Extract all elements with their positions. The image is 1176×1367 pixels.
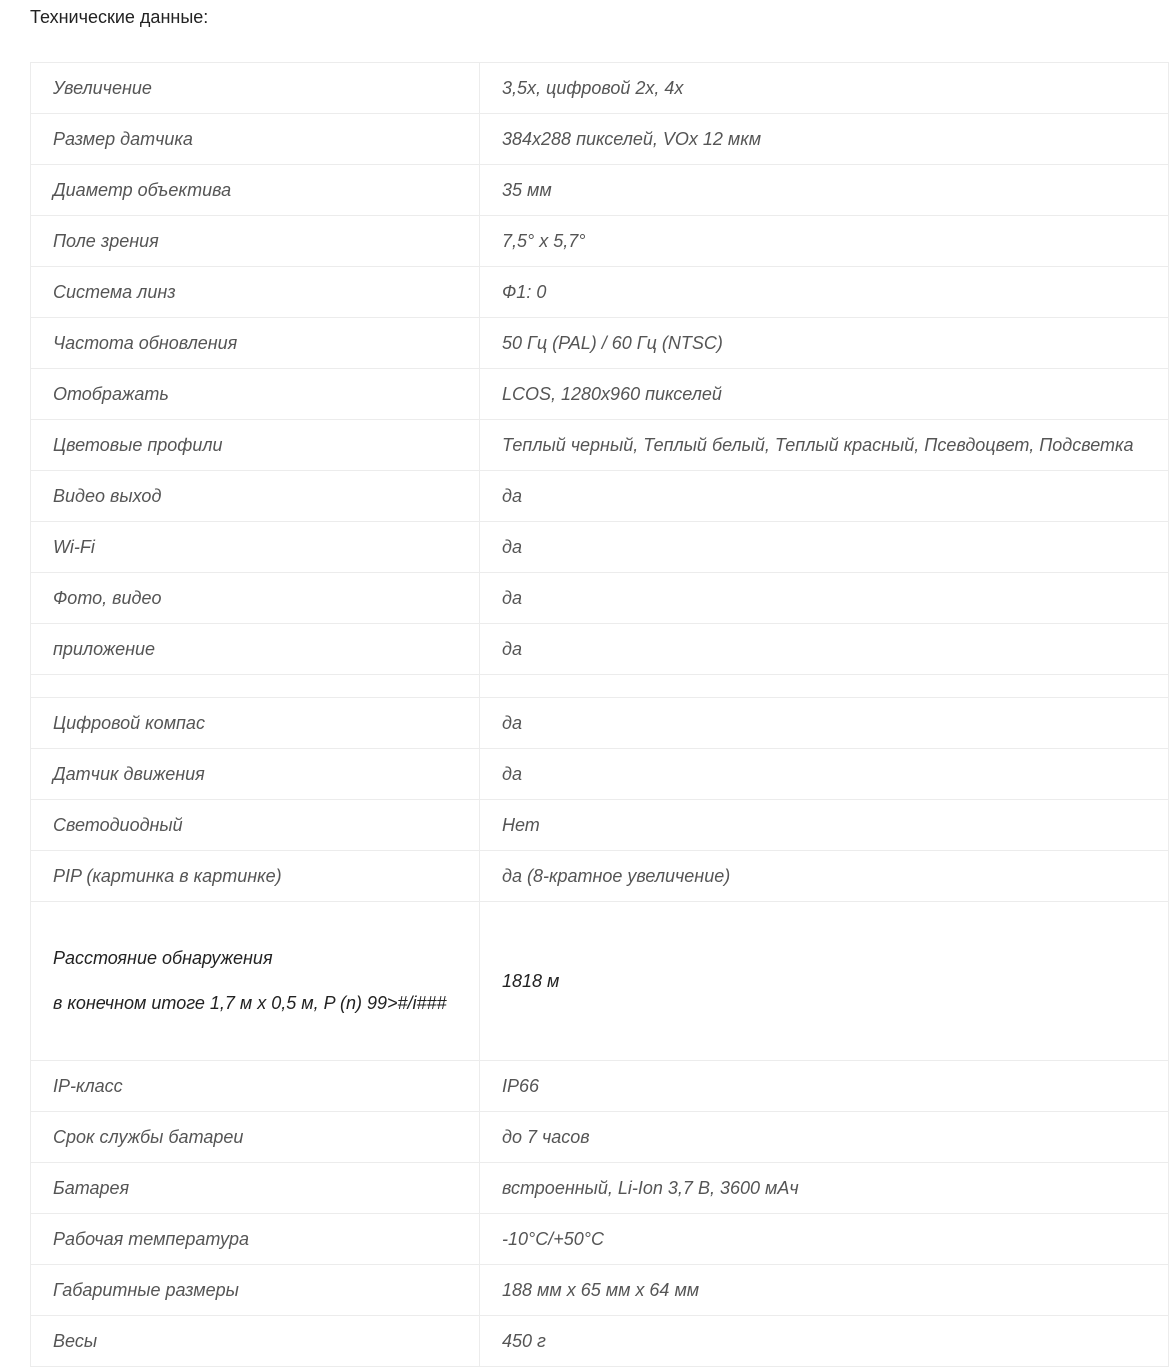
spec-label: Размер датчика bbox=[31, 114, 480, 165]
spec-value: да (8-кратное увеличение) bbox=[480, 851, 1169, 902]
spec-value: 384x288 пикселей, VOx 12 мкм bbox=[480, 114, 1169, 165]
spec-label: Светодиодный bbox=[31, 800, 480, 851]
table-row bbox=[31, 216, 1169, 267]
spec-label: Система линз bbox=[31, 267, 480, 318]
table-row bbox=[31, 624, 1169, 675]
table-row bbox=[31, 63, 1169, 114]
table-row bbox=[31, 522, 1169, 573]
spec-label bbox=[31, 675, 480, 698]
table-row bbox=[31, 1265, 1169, 1316]
table-row bbox=[31, 267, 1169, 318]
spec-value: Нет bbox=[480, 800, 1169, 851]
spec-value: 7,5° х 5,7° bbox=[480, 216, 1169, 267]
spec-label: Увеличение bbox=[31, 63, 480, 114]
spec-value: да bbox=[480, 471, 1169, 522]
spec-label-line: Расстояние обнаружения bbox=[53, 948, 273, 968]
spec-label: Диаметр объектива bbox=[31, 165, 480, 216]
spec-value: встроенный, Li-Ion 3,7 В, 3600 мАч bbox=[480, 1163, 1169, 1214]
spec-label: Срок службы батареи bbox=[31, 1112, 480, 1163]
spec-value: да bbox=[480, 573, 1169, 624]
table-row bbox=[31, 1163, 1169, 1214]
empty-table-row bbox=[31, 675, 1169, 698]
spec-label: Фото, видео bbox=[31, 573, 480, 624]
spec-value: да bbox=[480, 698, 1169, 749]
spec-label-line: в конечном итоге 1,7 м х 0,5 м, P (n) 99>#/i### bbox=[53, 993, 447, 1013]
spec-value bbox=[480, 675, 1169, 698]
table-row bbox=[31, 114, 1169, 165]
spec-label: Wi-Fi bbox=[31, 522, 480, 573]
spec-label: Рабочая температура bbox=[31, 1214, 480, 1265]
spec-value: 35 мм bbox=[480, 165, 1169, 216]
spec-value: да bbox=[480, 522, 1169, 573]
table-row bbox=[31, 369, 1169, 420]
spec-value: 50 Гц (PAL) / 60 Гц (NTSC) bbox=[480, 318, 1169, 369]
table-row bbox=[31, 318, 1169, 369]
spec-value: 450 г bbox=[480, 1316, 1169, 1367]
table-row bbox=[31, 420, 1169, 471]
table-row bbox=[31, 1214, 1169, 1265]
spec-label: Весы bbox=[31, 1316, 480, 1367]
spec-label: Батарея bbox=[31, 1163, 480, 1214]
spec-value: -10°C/+50°C bbox=[480, 1214, 1169, 1265]
spec-label: Видео выход bbox=[31, 471, 480, 522]
spec-label: приложение bbox=[31, 624, 480, 675]
spec-value: LCOS, 1280x960 пикселей bbox=[480, 369, 1169, 420]
spec-label bbox=[31, 902, 480, 1061]
table-row bbox=[31, 471, 1169, 522]
table-row bbox=[31, 165, 1169, 216]
spec-value: 1818 м bbox=[480, 902, 1169, 1061]
table-row bbox=[31, 902, 1169, 1061]
table-row bbox=[31, 1316, 1169, 1367]
table-row bbox=[31, 749, 1169, 800]
table-row bbox=[31, 1061, 1169, 1112]
spec-label: Цветовые профили bbox=[31, 420, 480, 471]
spec-value: да bbox=[480, 749, 1169, 800]
table-row bbox=[31, 698, 1169, 749]
spec-label: Цифровой компас bbox=[31, 698, 480, 749]
specifications-table bbox=[30, 62, 1169, 1367]
spec-value: 3,5x, цифровой 2x, 4x bbox=[480, 63, 1169, 114]
spec-label: Датчик движения bbox=[31, 749, 480, 800]
spec-label: IP-класс bbox=[31, 1061, 480, 1112]
table-row bbox=[31, 1112, 1169, 1163]
spec-value: 188 мм х 65 мм х 64 мм bbox=[480, 1265, 1169, 1316]
spec-value: до 7 часов bbox=[480, 1112, 1169, 1163]
spec-label: Поле зрения bbox=[31, 216, 480, 267]
spec-value: Теплый черный, Теплый белый, Теплый красный, Псевдоцвет, Подсветка bbox=[480, 420, 1169, 471]
table-row bbox=[31, 573, 1169, 624]
spec-label: PIP (картинка в картинке) bbox=[31, 851, 480, 902]
spec-value: Ф1: 0 bbox=[480, 267, 1169, 318]
spec-label: Отображать bbox=[31, 369, 480, 420]
spec-label: Габаритные размеры bbox=[31, 1265, 480, 1316]
table-row bbox=[31, 800, 1169, 851]
spec-value: да bbox=[480, 624, 1169, 675]
page-heading: Технические данные: bbox=[30, 7, 209, 27]
spec-label: Частота обновления bbox=[31, 318, 480, 369]
table-row bbox=[31, 851, 1169, 902]
spec-value: IP66 bbox=[480, 1061, 1169, 1112]
